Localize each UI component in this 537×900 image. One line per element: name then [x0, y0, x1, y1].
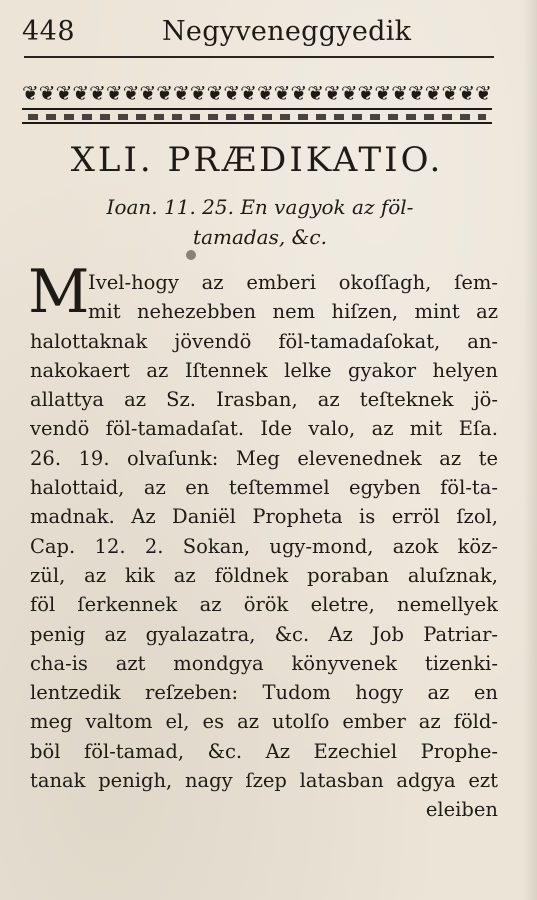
- text-line: tanak penigh, nagy ſzep latasban adgya ezt: [30, 769, 498, 793]
- text-line: nakokaert az Iſtennek lelke gyakor helyen: [30, 358, 498, 382]
- header-rule: [24, 56, 494, 58]
- running-head: Negyveneggyedik: [162, 16, 412, 47]
- fleuron-icon: ❦: [89, 81, 106, 105]
- fleuron-icon: ❦: [458, 81, 476, 105]
- epigraph: [50, 192, 470, 252]
- fleuron-row: [22, 80, 492, 106]
- text-line: halottaid, az en teſtemmel egyben föl-ta-: [30, 476, 498, 500]
- ornament-border: [22, 108, 492, 124]
- fleuron-icon: ❦: [357, 81, 375, 105]
- fleuron-icon: ❦: [307, 81, 325, 105]
- chapter-title: XLI. PRÆDIKATIO.: [70, 140, 444, 180]
- text-line: föl ſerkennek az örök eletre, nemellyek: [30, 593, 498, 617]
- fleuron-icon: ❦: [273, 81, 291, 105]
- fleuron-icon: ❦: [256, 81, 274, 105]
- page-edge-shadow: [523, 0, 537, 900]
- fleuron-icon: ❦: [391, 81, 408, 105]
- text-line: eleiben: [425, 798, 498, 822]
- fleuron-icon: ❦: [424, 81, 442, 105]
- fleuron-icon: ❦: [290, 81, 308, 105]
- fleuron-icon: ❦: [240, 81, 257, 105]
- fleuron-icon: ❦: [189, 81, 207, 105]
- fleuron-icon: ❦: [72, 81, 90, 105]
- text-line: lentzedik reſzeben: Tudom hogy az en: [30, 681, 498, 705]
- fleuron-icon: ❦: [374, 81, 392, 105]
- text-line: böl föl-tamad, &c. Az Ezechiel Prophe-: [30, 739, 498, 763]
- page-header: [22, 14, 492, 50]
- body-text: [30, 268, 498, 825]
- fleuron-icon: ❦: [407, 81, 425, 105]
- fleuron-icon: ❦: [441, 81, 459, 105]
- fleuron-icon: ❦: [475, 81, 492, 105]
- text-line: 26. 19. olvaſunk: Meg elevenednek az te: [30, 446, 498, 470]
- fleuron-icon: ❦: [340, 81, 358, 105]
- fleuron-icon: ❦: [223, 81, 241, 105]
- page-number: 448: [22, 16, 76, 47]
- text-line: cha-is azt mondgya könyvenek tizenki-: [30, 651, 498, 675]
- fleuron-icon: ❦: [173, 81, 190, 105]
- text-line: Cap. 12. 2. Sokan, ugy-mond, azok köz-: [30, 534, 498, 558]
- fleuron-icon: ❦: [38, 81, 56, 105]
- text-line: zül, az kik az földnek poraban aluſznak,: [30, 563, 498, 587]
- fleuron-icon: ❦: [324, 81, 341, 105]
- text-line: allattya az Sz. Irasban, az teſteknek jö-: [30, 388, 498, 412]
- fleuron-icon: ❦: [156, 81, 174, 105]
- text-line: halottaknak jövendö föl-tamadaſokat, an-: [30, 329, 498, 353]
- fleuron-icon: ❦: [122, 81, 140, 105]
- text-line: madnak. Az Daniël Propheta is erröl ſzol,: [30, 505, 498, 529]
- text-line: mit nehezebben nem hiſzen, mint az: [88, 300, 498, 324]
- fleuron-icon: ❦: [55, 81, 73, 105]
- text-line: vendö föl-tamadaſat. Ide valo, az mit Eſa.: [30, 417, 498, 441]
- ornament-pattern: [28, 114, 486, 120]
- fleuron-icon: ❦: [206, 81, 224, 105]
- text-line: meg valtom el, es az utolſo ember az föld-: [30, 710, 498, 734]
- text-line: Ivel-hogy az emberi okoſſagh, ſem-: [88, 271, 498, 294]
- epigraph-line-2: tamadas, &c.: [193, 225, 327, 249]
- fleuron-icon: ❦: [139, 81, 157, 105]
- ink-blot: [186, 250, 196, 260]
- ornament-band: [22, 80, 492, 126]
- fleuron-icon: ❦: [105, 81, 123, 105]
- text-line: penig az gyalazatra, &c. Az Job Patriar-: [30, 622, 498, 646]
- drop-cap: M: [28, 257, 90, 327]
- fleuron-icon: ❦: [22, 81, 39, 105]
- epigraph-line-1: Ioan. 11. 25. En vagyok az föl-: [106, 195, 414, 219]
